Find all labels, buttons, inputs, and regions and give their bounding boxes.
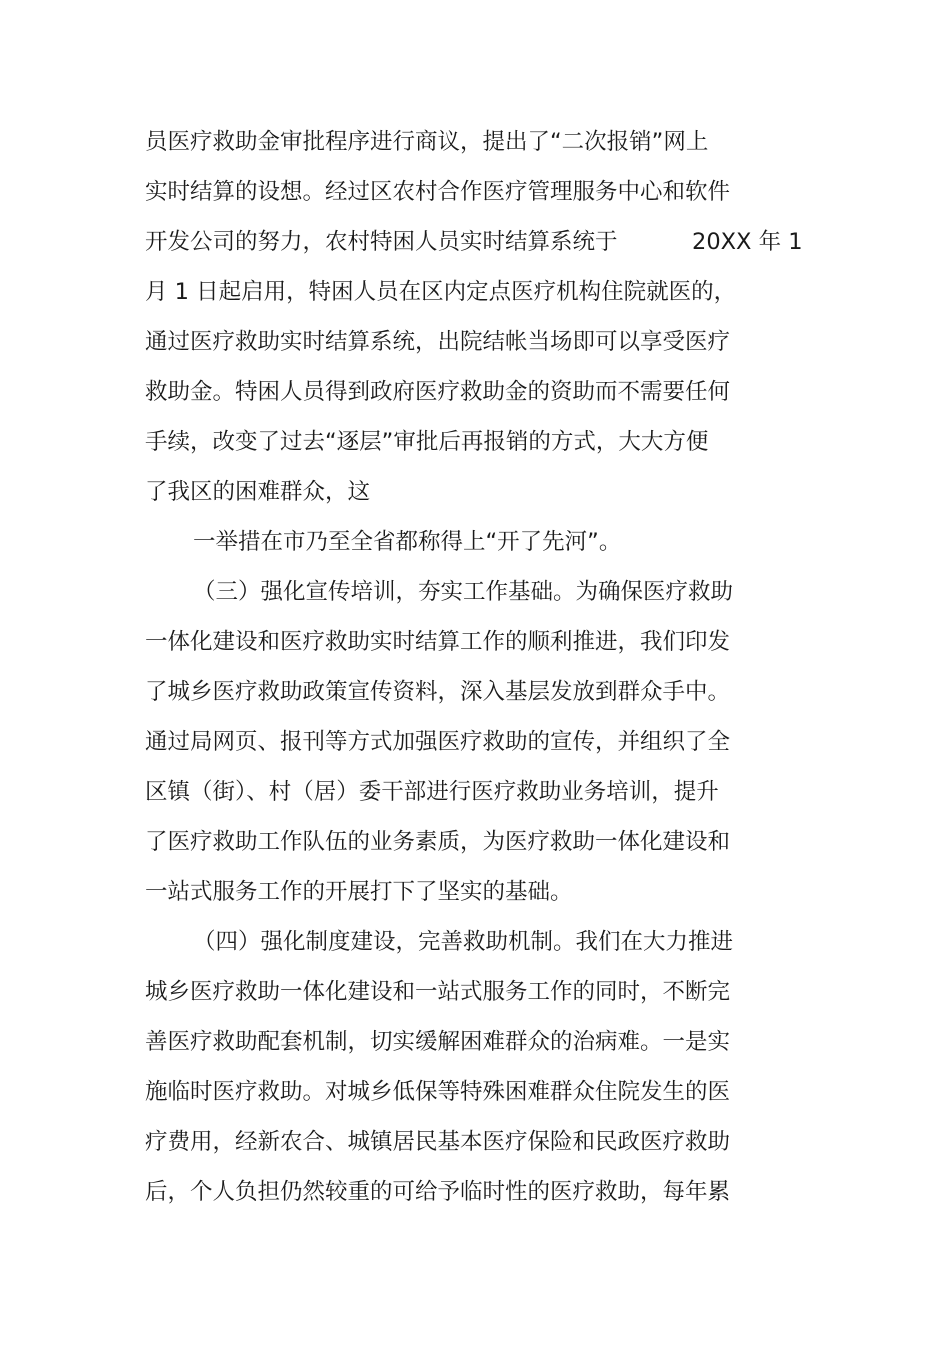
paragraph-line: 施临时医疗救助。对城乡低保等特殊困难群众住院发生的医 bbox=[145, 1079, 731, 1105]
section-heading-line: （三）强化宣传培训，夯实工作基础。为确保医疗救助 bbox=[193, 579, 734, 605]
paragraph-line: 疗费用，经新农合、城镇居民基本医疗保险和民政医疗救助 bbox=[145, 1129, 731, 1155]
paragraph-line: 善医疗救助配套机制，切实缓解困难群众的治病难。一是实 bbox=[145, 1029, 731, 1055]
paragraph-line: 员医疗救助金审批程序进行商议，提出了“二次报销”网上 bbox=[145, 129, 709, 155]
paragraph-line-text: 开发公司的努力，农村特困人员实时结算系统于 bbox=[145, 229, 618, 255]
paragraph-line: 区镇（街）、村（居）委干部进行医疗救助业务培训，提升 bbox=[145, 779, 719, 805]
paragraph-line: 通过医疗救助实时结算系统，出院结帐当场即可以享受医疗 bbox=[145, 329, 731, 355]
paragraph-line: 手续，改变了过去“逐层”审批后再报销的方式，大大方便 bbox=[145, 429, 709, 455]
paragraph-line bbox=[145, 227, 825, 257]
paragraph-line: 月 1 日起启用，特困人员在区内定点医疗机构住院就医的， bbox=[145, 279, 737, 305]
paragraph-line: 后，个人负担仍然较重的可给予临时性的医疗救助，每年累 bbox=[145, 1179, 731, 1205]
paragraph-line: 实时结算的设想。经过区农村合作医疗管理服务中心和软件 bbox=[145, 179, 731, 205]
date-fragment: 20XX 年 1 bbox=[692, 229, 803, 255]
paragraph-line: 救助金。特困人员得到政府医疗救助金的资助而不需要任何 bbox=[145, 379, 731, 405]
paragraph-line: 城乡医疗救助一体化建设和一站式服务工作的同时，不断完 bbox=[145, 979, 731, 1005]
paragraph-line: 一举措在市乃至全省都称得上“开了先河”。 bbox=[193, 529, 622, 555]
paragraph-line: 了医疗救助工作队伍的业务素质，为医疗救助一体化建设和 bbox=[145, 829, 731, 855]
paragraph-line: 通过局网页、报刊等方式加强医疗救助的宣传，并组织了全 bbox=[145, 729, 731, 755]
paragraph-line: 一体化建设和医疗救助实时结算工作的顺利推进，我们印发 bbox=[145, 629, 731, 655]
section-heading-line: （四）强化制度建设，完善救助机制。我们在大力推进 bbox=[193, 929, 734, 955]
paragraph-line: 了我区的困难群众，这 bbox=[145, 479, 371, 505]
paragraph-line: 了城乡医疗救助政策宣传资料，深入基层发放到群众手中。 bbox=[145, 679, 731, 705]
paragraph-line: 一站式服务工作的开展打下了坚实的基础。 bbox=[145, 879, 573, 905]
